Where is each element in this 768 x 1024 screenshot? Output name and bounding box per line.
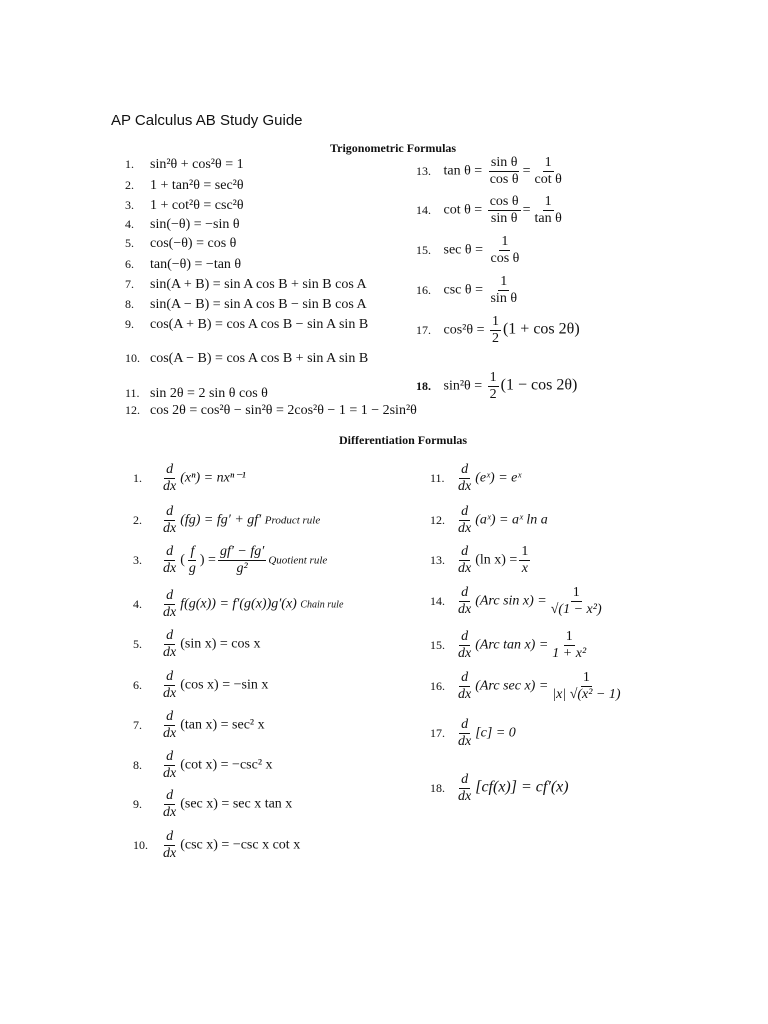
fraction: $\frac{1}{x}$ [521,544,529,576]
fraction: $\frac{1}{\text{cos θ}}$ [490,234,520,266]
diff-formula-15: 15. $\frac{d}{dx}$ (Arc tan x) = $\frac{1}{\text{1 + x²}}$ [430,629,587,661]
trig-formula-10: 10. cos(A − B) = cos A cos B + sin A sin B [125,351,369,366]
trig-formula-2: 2. 1 + tan²θ = sec²θ [125,178,244,193]
derivative-operator: $\frac{d}{dx}$ [163,462,177,494]
derivative-operator: $\frac{d}{dx}$ [458,585,472,617]
derivative-operator: $\frac{d}{dx}$ [163,544,177,576]
fraction: $\frac{\text{cos θ}}{\text{sin θ}}$ [489,194,519,226]
diff-formula-14: 14. $\frac{d}{dx}$ (Arc sin x) = $\frac{1}{\text{√(1 − x²)}}$ [430,585,602,617]
trig-formula-7: 7. sin(A + B) = sin A cos B + sin B cos A [125,277,367,292]
derivative-operator: $\frac{d}{dx}$ [458,504,472,536]
diff-formula-13: 13. $\frac{d}{dx}$ (ln x) = $\frac{1}{x}$ [430,544,529,576]
diff-formula-7: 7. $\frac{d}{dx}$ (tan x) = sec² x [133,709,265,741]
diff-formula-5: 5. $\frac{d}{dx}$ (sin x) = cos x [133,628,261,660]
trig-formula-17: 17. cos²θ = $\frac{1}{2}$ (1 + cos 2θ) [416,314,580,346]
derivative-operator: $\frac{d}{dx}$ [163,788,177,820]
diff-formula-2: 2. $\frac{d}{dx}$ (fg) = fg′ + gf′ Product rule [133,504,321,536]
trig-formula-6: 6. tan(−θ) = −tan θ [125,257,242,272]
derivative-operator: $\frac{d}{dx}$ [458,772,472,804]
trig-formula-8: 8. sin(A − B) = sin A cos B − sin B cos A [125,297,367,312]
diff-formula-8: 8. $\frac{d}{dx}$ (cot x) = −csc² x [133,749,273,781]
trig-formula-18: 18. sin²θ = $\frac{1}{2}$ (1 − cos 2θ) [416,370,578,402]
diff-formula-9: 9. $\frac{d}{dx}$ (sec x) = sec x tan x [133,788,293,820]
diff-formula-10: 10. $\frac{d}{dx}$ (csc x) = −csc x cot x [133,829,301,861]
trig-formula-3: 3. 1 + cot²θ = csc²θ [125,198,244,213]
trig-formula-4: 4. sin(−θ) = −sin θ [125,217,240,232]
trig-formula-12: 12. cos 2θ = cos²θ − sin²θ = 2cos²θ − 1 = 1 − 2sin²θ [125,403,417,418]
trig-formula-9: 9. cos(A + B) = cos A cos B − sin A sin B [125,317,369,332]
fraction: $\frac{f}{g}$ [188,544,196,576]
trig-formula-5: 5. cos(−θ) = cos θ [125,236,237,251]
fraction: $\frac{\text{sin θ}}{\text{cos θ}}$ [489,155,519,187]
derivative-operator: $\frac{d}{dx}$ [458,544,472,576]
trig-formula-1: 1. sin²θ + cos²θ = 1 [125,157,244,172]
derivative-operator: $\frac{d}{dx}$ [163,588,177,620]
diff-heading: Differentiation Formulas [339,433,468,447]
diff-formula-3: 3. $\frac{d}{dx}$ ( $\frac{f}{g}$ ) = $\frac{gf' - fg'}{\text{g²}}$ Quotient rule [133,544,328,576]
trig-formula-16: 16. csc θ = $\frac{1}{\text{sin θ}}$ [416,274,518,306]
derivative-operator: $\frac{d}{dx}$ [163,709,177,741]
diff-formula-18: 18. $\frac{d}{dx}$ [cf(x)] = cf′(x) [430,772,569,804]
diff-formula-4: 4. $\frac{d}{dx}$ f(g(x)) = f′(g(x))g′(x) Chain rule [133,588,344,620]
derivative-operator: $\frac{d}{dx}$ [163,749,177,781]
derivative-operator: $\frac{d}{dx}$ [163,504,177,536]
fraction: $\frac{1}{\text{sin θ}}$ [490,274,518,306]
derivative-operator: $\frac{d}{dx}$ [458,717,472,749]
fraction: $\frac{1}{\text{√(1 − x²)}}$ [550,585,602,617]
trig-formula-15: 15. sec θ = $\frac{1}{\text{cos θ}}$ [416,234,520,266]
trig-heading: Trigonometric Formulas [330,141,457,155]
fraction: $\frac{1}{\text{cot θ}}$ [534,155,562,187]
derivative-operator: $\frac{d}{dx}$ [458,462,472,494]
derivative-operator: $\frac{d}{dx}$ [458,670,472,702]
diff-formula-12: 12. $\frac{d}{dx}$ (aˣ) = aˣ ln a [430,504,548,536]
trig-formula-13: 13. tan θ = $\frac{\text{sin θ}}{\text{cos θ}}$ = $\frac{1}{\text{cot θ}}$ [416,155,562,187]
fraction: $\frac{1}{\text{tan θ}}$ [534,194,562,226]
derivative-operator: $\frac{d}{dx}$ [458,629,472,661]
fraction: $\frac{1}{\text{1 + x²}}$ [552,629,587,661]
derivative-operator: $\frac{d}{dx}$ [163,829,177,861]
diff-formula-17: 17. $\frac{d}{dx}$ [c] = 0 [430,717,516,749]
derivative-operator: $\frac{d}{dx}$ [163,628,177,660]
fraction: $\frac{1}{2}$ [489,370,497,402]
fraction: $\frac{1}{2}$ [491,314,499,346]
page-title: AP Calculus AB Study Guide [111,112,303,129]
fraction: $\frac{1}{\text{|x| √(x² − 1)}}$ [552,670,621,702]
diff-formula-11: 11. $\frac{d}{dx}$ (eˣ) = eˣ [430,462,522,494]
fraction: $\frac{gf' - fg'}{\text{g²}}$ [219,544,265,576]
trig-formula-14: 14. cot θ = $\frac{\text{cos θ}}{\text{sin θ}}$ = $\frac{1}{\text{tan θ}}$ [416,194,562,226]
derivative-operator: $\frac{d}{dx}$ [163,669,177,701]
diff-formula-6: 6. $\frac{d}{dx}$ (cos x) = −sin x [133,669,269,701]
diff-formula-16: 16. $\frac{d}{dx}$ (Arc sec x) = $\frac{1}{\text{|x| √(x² − 1)}}$ [430,670,621,702]
trig-formula-11: 11. sin 2θ = 2 sin θ cos θ [125,386,268,401]
diff-formula-1: 1. $\frac{d}{dx}$ (xⁿ) = nxⁿ⁻¹ [133,462,246,494]
